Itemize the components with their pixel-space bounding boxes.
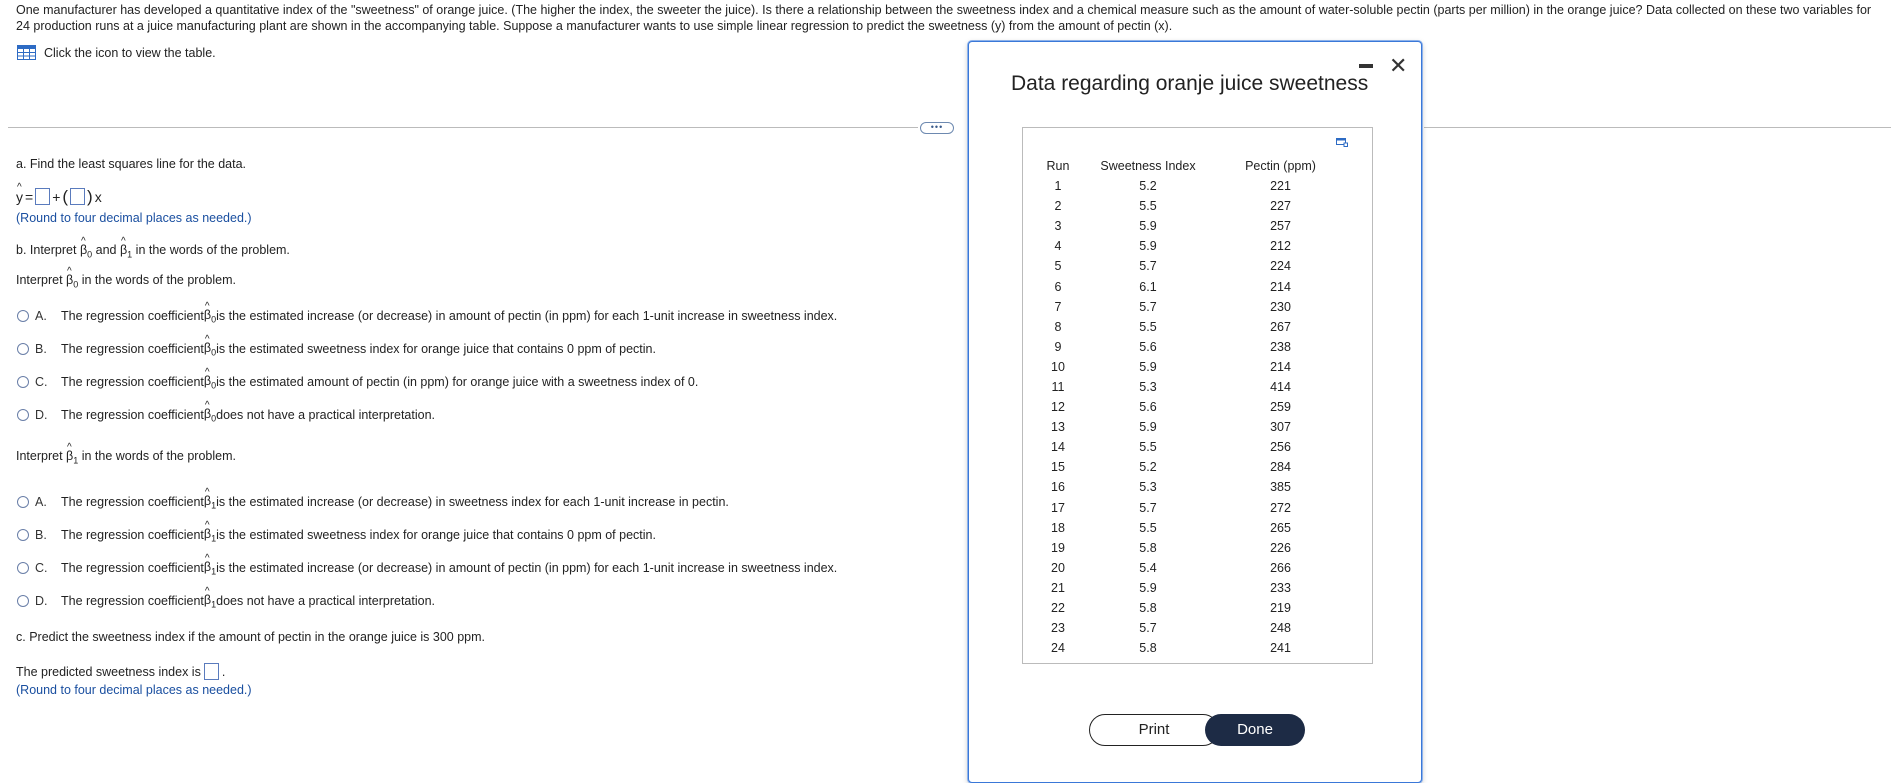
print-button[interactable]: Print [1089,714,1219,746]
beta-1-symbol: β [119,243,128,257]
radio-button[interactable] [17,376,29,388]
cell-pectin: 272 [1270,500,1291,515]
table-row [1038,598,1343,618]
table-row [1038,196,1343,216]
cell-run: 11 [1051,379,1065,394]
radio-button[interactable] [17,409,29,421]
header-pectin: Pectin (ppm) [1245,159,1316,173]
data-table-container [1022,127,1373,664]
beta-1-symbol: β [66,449,74,463]
cell-run: 4 [1054,239,1062,254]
cell-sweetness: 5.8 [1139,601,1157,616]
option-text-post: is the estimated sweetness index for orange juice that contains 0 ppm of pectin. [216,528,656,543]
option-text-post: is the estimated sweetness index for orange juice that contains 0 ppm of pectin. [216,342,656,357]
cell-pectin: 221 [1270,179,1291,194]
option-text-pre: The regression coefficient [61,408,204,423]
beta-1-sub: 1 [211,500,217,511]
b1-prompt-post: in the words of the problem. [78,449,236,463]
prediction-input[interactable] [204,663,219,680]
cell-pectin: 233 [1270,580,1291,595]
cell-sweetness: 5.2 [1139,179,1157,194]
cell-run: 22 [1051,601,1065,616]
option-letter: B. [35,342,47,357]
cell-run: 15 [1051,460,1065,475]
option-text-pre: The regression coefficient [61,342,204,357]
option-text-post: is the estimated increase (or decrease) in amount of pectin (in ppm) for each 1-unit increase in sweetness index. [216,309,838,324]
cell-run: 19 [1051,540,1065,555]
radio-button[interactable] [17,562,29,574]
b1-option-c[interactable] [17,560,837,577]
beta-0-sub: 0 [211,347,217,358]
table-row [1038,417,1343,437]
beta-1-symbol: β [203,560,212,574]
option-text-pre: The regression coefficient [61,594,204,609]
cell-sweetness: 6.1 [1139,279,1157,294]
cell-sweetness: 5.9 [1139,420,1157,435]
cell-run: 24 [1051,641,1065,656]
b0-option-c[interactable] [17,374,698,391]
section-divider [1424,127,1891,128]
y-hat: ^ y [16,189,23,205]
cell-run: 14 [1051,440,1065,455]
b1-prompt-pre: Interpret [16,449,67,463]
option-text-post: does not have a practical interpretation. [216,408,436,423]
cell-run: 8 [1054,319,1062,334]
prediction-text: The predicted sweetness index is [16,664,201,679]
cell-pectin: 267 [1270,319,1291,334]
beta-1 [204,494,216,511]
cell-run: 5 [1054,259,1062,274]
table-row [1038,357,1343,377]
radio-button[interactable] [17,343,29,355]
beta-0-sub: 0 [73,279,79,290]
beta-0-symbol: β [79,243,88,257]
cell-sweetness: 5.8 [1139,641,1157,656]
beta-1 [120,243,132,260]
table-row [1038,236,1343,256]
cell-sweetness: 5.8 [1139,540,1157,555]
beta-0-sub: 0 [211,314,217,325]
beta-0 [204,374,216,391]
table-row [1038,176,1343,196]
b0-option-a[interactable] [17,308,837,325]
option-text-pre: The regression coefficient [61,495,204,510]
b0-prompt-pre: Interpret [16,273,67,287]
cell-pectin: 227 [1270,199,1291,214]
slope-input[interactable] [70,188,85,205]
regression-equation [16,188,102,205]
cell-sweetness: 5.9 [1139,239,1157,254]
cell-run: 7 [1054,299,1062,314]
cell-run: 17 [1051,500,1065,515]
beta-0-symbol: β [66,273,74,287]
cell-pectin: 256 [1270,440,1291,455]
beta-0-symbol: β [203,341,212,355]
cell-sweetness: 5.3 [1139,480,1157,495]
cell-pectin: 238 [1270,339,1291,354]
cell-pectin: 219 [1270,601,1291,616]
option-text-post: is the estimated increase (or decrease) in sweetness index for each 1-unit increase in pectin. [216,495,729,510]
part-b-prompt-mid: and [92,243,120,257]
option-text-pre: The regression coefficient [61,309,204,324]
beta-0 [204,341,216,358]
cell-run: 2 [1054,199,1062,214]
table-row [1038,498,1343,518]
b0-prompt-post: in the words of the problem. [78,273,236,287]
beta-1-symbol: β [203,527,212,541]
option-letter: B. [35,528,47,543]
prediction-period: . [221,664,226,679]
table-row [1038,538,1343,558]
table-row [1038,397,1343,417]
beta-0 [204,407,216,424]
cell-pectin: 257 [1270,219,1291,234]
beta-1 [204,593,216,610]
option-letter: C. [35,561,48,576]
cell-sweetness: 5.9 [1139,580,1157,595]
option-text-pre: The regression coefficient [61,528,204,543]
table-row [1038,216,1343,236]
cell-run: 12 [1051,400,1065,415]
option-letter: A. [35,309,47,324]
option-text-pre: The regression coefficient [61,561,204,576]
option-letter: C. [35,375,48,390]
table-header-row [1038,156,1343,176]
cell-pectin: 248 [1270,621,1291,636]
option-letter: D. [35,408,48,423]
beta-1 [204,527,216,544]
cell-run: 21 [1051,580,1065,595]
problem-intro: One manufacturer has developed a quantitative index of the "sweetness" of orange juice. (The higher the index, the sweeter the juice). Is there a relationship between the sweetness index and a chemical measure such as the amount of water-soluble pectin (parts per million) in the orange juice? Data collected on these two variables for 24 production runs at a juice manufacturing plant are shown in the accompanying table. Suppose a manufacturer wants to use simple linear regression to predict the sweetness (y) from the amount of pectin (x). [16,3,1872,33]
left-paren: ( [62,186,69,206]
part-a-prompt: a. Find the least squares line for the data. [16,157,246,171]
beta-1-sub: 1 [211,533,217,544]
cell-pectin: 385 [1270,480,1291,495]
cell-pectin: 259 [1270,400,1291,415]
table-row [1038,337,1343,357]
option-text-pre: The regression coefficient [61,375,204,390]
b1-prompt [16,449,236,466]
option-letter: A. [35,495,47,510]
right-paren: ) [87,186,93,206]
table-row [1038,317,1343,337]
beta-0-symbol: β [203,407,212,421]
cell-sweetness: 5.2 [1139,460,1157,475]
cell-sweetness: 5.9 [1139,359,1157,374]
table-row [1038,457,1343,477]
beta-1-sub: 1 [211,599,217,610]
beta-0-sub: 0 [211,380,217,391]
option-text-post: is the estimated increase (or decrease) in amount of pectin (in ppm) for each 1-unit increase in sweetness index. [216,561,838,576]
option-letter: D. [35,594,48,609]
prediction-answer-line [16,663,225,680]
cell-run: 16 [1051,480,1065,495]
b1-option-b[interactable] [17,527,656,544]
option-text-post: does not have a practical interpretation. [216,594,436,609]
beta-1-symbol: β [203,494,212,508]
b0-prompt [16,273,236,290]
cell-run: 20 [1051,560,1065,575]
cell-sweetness: 5.3 [1139,379,1157,394]
header-run: Run [1046,159,1070,173]
radio-button[interactable] [17,595,29,607]
cell-pectin: 214 [1270,359,1291,374]
table-row [1038,618,1343,638]
close-icon[interactable]: ✕ [1389,53,1408,78]
cell-sweetness: 5.6 [1139,339,1157,354]
beta-1-sub: 1 [73,455,79,466]
round-note-c: (Round to four decimal places as needed.) [16,683,252,697]
cell-sweetness: 5.7 [1139,259,1157,274]
table-row [1038,256,1343,276]
minimize-icon[interactable] [1359,64,1373,68]
cell-run: 3 [1054,219,1062,234]
header-sweetness: Sweetness Index [1100,159,1196,173]
cell-run: 23 [1051,621,1065,636]
b0-option-d[interactable] [17,407,435,424]
option-text-post: is the estimated amount of pectin (in ppm) for orange juice with a sweetness index of 0. [216,375,699,390]
beta-1 [204,560,216,577]
part-b-prompt-post: in the words of the problem. [132,243,290,257]
radio-button[interactable] [17,529,29,541]
cell-pectin: 226 [1270,540,1291,555]
beta-0-symbol: β [203,308,212,322]
cell-sweetness: 5.5 [1139,199,1157,214]
beta-1 [66,449,78,466]
table-row [1038,477,1343,497]
section-divider [8,127,918,128]
cell-pectin: 265 [1270,520,1291,535]
beta-0 [66,273,78,290]
cell-sweetness: 5.5 [1139,319,1157,334]
b1-option-a[interactable] [17,494,729,511]
data-table-dialog [968,41,1422,783]
beta-0 [80,243,92,260]
cell-run: 18 [1051,520,1065,535]
table-row [1038,558,1343,578]
table-row [1038,578,1343,598]
cell-sweetness: 5.7 [1139,621,1157,636]
cell-pectin: 224 [1270,259,1291,274]
cell-run: 9 [1054,339,1062,354]
round-note-a: (Round to four decimal places as needed.) [16,211,252,225]
beta-0-sub: 0 [87,249,93,260]
beta-1-sub: 1 [127,249,133,260]
table-row [1038,297,1343,317]
table-row [1038,276,1343,296]
beta-0-symbol: β [203,374,212,388]
x-variable: x [94,188,102,205]
equals-sign: = [25,188,34,205]
beta-1-symbol: β [203,593,212,607]
table-row [1038,638,1343,658]
cell-pectin: 212 [1270,239,1291,254]
radio-button[interactable] [17,496,29,508]
expand-more-button[interactable]: ••• [920,122,954,134]
part-c-prompt: c. Predict the sweetness index if the amount of pectin in the orange juice is 300 ppm. [16,630,486,644]
cell-pectin: 307 [1270,420,1291,435]
part-b-prompt [16,243,290,260]
view-table-link[interactable] [17,45,216,60]
cell-sweetness: 5.5 [1139,520,1157,535]
table-row [1038,437,1343,457]
cell-pectin: 414 [1270,379,1291,394]
copy-icon[interactable] [1336,138,1348,147]
cell-sweetness: 5.6 [1139,400,1157,415]
data-table [1038,156,1343,658]
beta-1-sub: 1 [211,566,217,577]
cell-sweetness: 5.7 [1139,299,1157,314]
cell-run: 13 [1051,420,1065,435]
cell-sweetness: 5.9 [1139,219,1157,234]
cell-sweetness: 5.7 [1139,500,1157,515]
beta-0 [204,308,216,325]
done-button[interactable]: Done [1205,714,1305,746]
radio-button[interactable] [17,310,29,322]
table-icon[interactable] [17,45,36,60]
cell-run: 6 [1054,279,1062,294]
cell-pectin: 214 [1270,279,1291,294]
b0-option-b[interactable] [17,341,656,358]
part-b-prompt-pre: b. Interpret [16,243,80,257]
cell-pectin: 230 [1270,299,1291,314]
cell-pectin: 241 [1270,641,1291,656]
plus-sign: + [52,188,61,205]
cell-pectin: 284 [1270,460,1291,475]
intercept-input[interactable] [35,188,50,205]
table-row [1038,377,1343,397]
cell-run: 10 [1051,359,1065,374]
beta-0-sub: 0 [211,413,217,424]
cell-pectin: 266 [1270,560,1291,575]
dialog-title: Data regarding oranje juice sweetness [1011,72,1369,95]
table-row [1038,518,1343,538]
cell-run: 1 [1054,179,1062,194]
b1-option-d[interactable] [17,593,435,610]
cell-sweetness: 5.4 [1139,560,1157,575]
cell-sweetness: 5.5 [1139,440,1157,455]
view-table-text[interactable]: Click the icon to view the table. [44,45,216,60]
